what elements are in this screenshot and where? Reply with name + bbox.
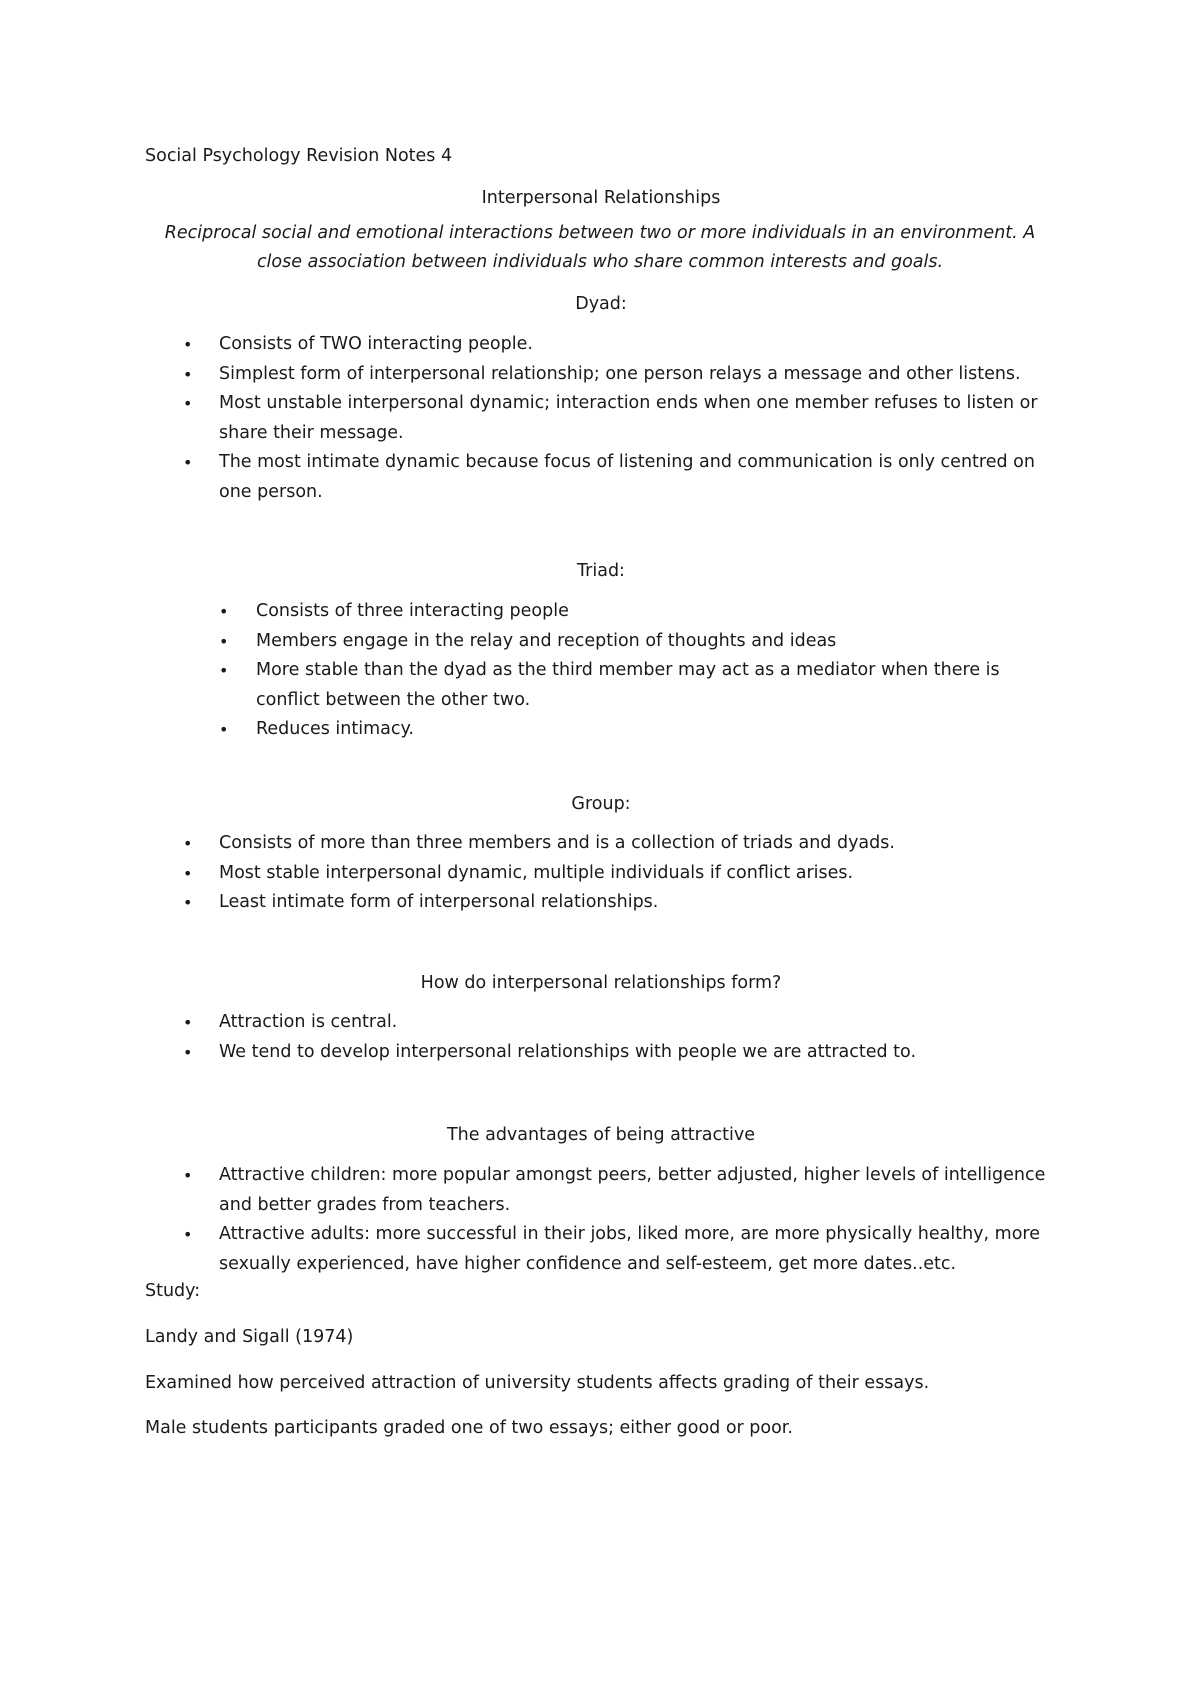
bullet-icon: • — [183, 453, 193, 472]
list-item: • Simplest form of interpersonal relationship; one person relays a message and other listens. — [219, 360, 1069, 390]
bullet-icon: • — [219, 602, 229, 621]
section-heading-formation: How do interpersonal relationships form? — [420, 973, 782, 993]
study-label: Study: — [145, 1281, 201, 1301]
bullet-icon: • — [183, 1013, 193, 1032]
list-item: • Least intimate form of interpersonal relationships. — [219, 888, 1069, 918]
list-item: • Consists of three interacting people — [256, 597, 1056, 627]
triad-list — [219, 597, 1056, 745]
document-title: Social Psychology Revision Notes 4 — [145, 146, 453, 166]
bullet-icon: • — [183, 1225, 193, 1244]
bullet-icon: • — [183, 1166, 193, 1185]
list-item: • Attractive children: more popular amongst peers, better adjusted, higher levels of intelligence and better grades from teachers. — [219, 1161, 1069, 1220]
bullet-icon: • — [183, 834, 193, 853]
list-item: • Consists of TWO interacting people. — [219, 330, 1069, 360]
list-item: • We tend to develop interpersonal relationships with people we are attracted to. — [219, 1038, 1069, 1068]
study-description: Examined how perceived attraction of university students affects grading of their essays. — [145, 1373, 930, 1393]
list-item: • Attraction is central. — [219, 1008, 1069, 1038]
bullet-icon: • — [183, 893, 193, 912]
bullet-icon: • — [183, 1042, 193, 1062]
bullet-icon: • — [183, 335, 193, 354]
study-citation: Landy and Sigall (1974) — [145, 1327, 354, 1347]
bullet-icon: • — [219, 631, 229, 651]
list-item: • More stable than the dyad as the third member may act as a mediator when there is conflict between the other two. — [256, 656, 1056, 715]
list-item: • The most intimate dynamic because focus of listening and communication is only centred on one person. — [219, 448, 1069, 507]
bullet-icon: • — [183, 364, 193, 384]
bullet-icon: • — [219, 661, 229, 680]
section-heading-group: Group: — [571, 794, 631, 814]
section-heading-advantages: The advantages of being attractive — [446, 1125, 756, 1145]
formation-list — [183, 1008, 1069, 1067]
list-item: • Attractive adults: more successful in their jobs, liked more, are more physically healthy, more sexually experienced, have higher confidence and self-esteem, get more dates..etc. — [219, 1220, 1069, 1279]
dyad-list — [183, 330, 1069, 507]
section-heading-dyad: Dyad: — [575, 294, 627, 314]
advantages-list — [183, 1161, 1069, 1279]
list-item: • Most unstable interpersonal dynamic; interaction ends when one member refuses to listen or share their message. — [219, 389, 1069, 448]
list-item: • Consists of more than three members and is a collection of triads and dyads. — [219, 829, 1069, 859]
bullet-icon: • — [183, 394, 193, 413]
main-heading: Interpersonal Relationships — [481, 188, 721, 208]
group-list — [183, 829, 1069, 918]
definition-text: Reciprocal social and emotional interactions between two or more individuals in an environment. A close association between individuals who share common interests and goals. — [164, 223, 1036, 272]
bullet-icon: • — [183, 863, 193, 883]
list-item: • Reduces intimacy. — [256, 715, 1056, 745]
list-item: • Most stable interpersonal dynamic, multiple individuals if conflict arises. — [219, 859, 1069, 889]
section-heading-triad: Triad: — [577, 561, 625, 581]
bullet-icon: • — [219, 720, 229, 739]
list-item: • Members engage in the relay and reception of thoughts and ideas — [256, 627, 1056, 657]
study-method: Male students participants graded one of two essays; either good or poor. — [145, 1418, 793, 1438]
